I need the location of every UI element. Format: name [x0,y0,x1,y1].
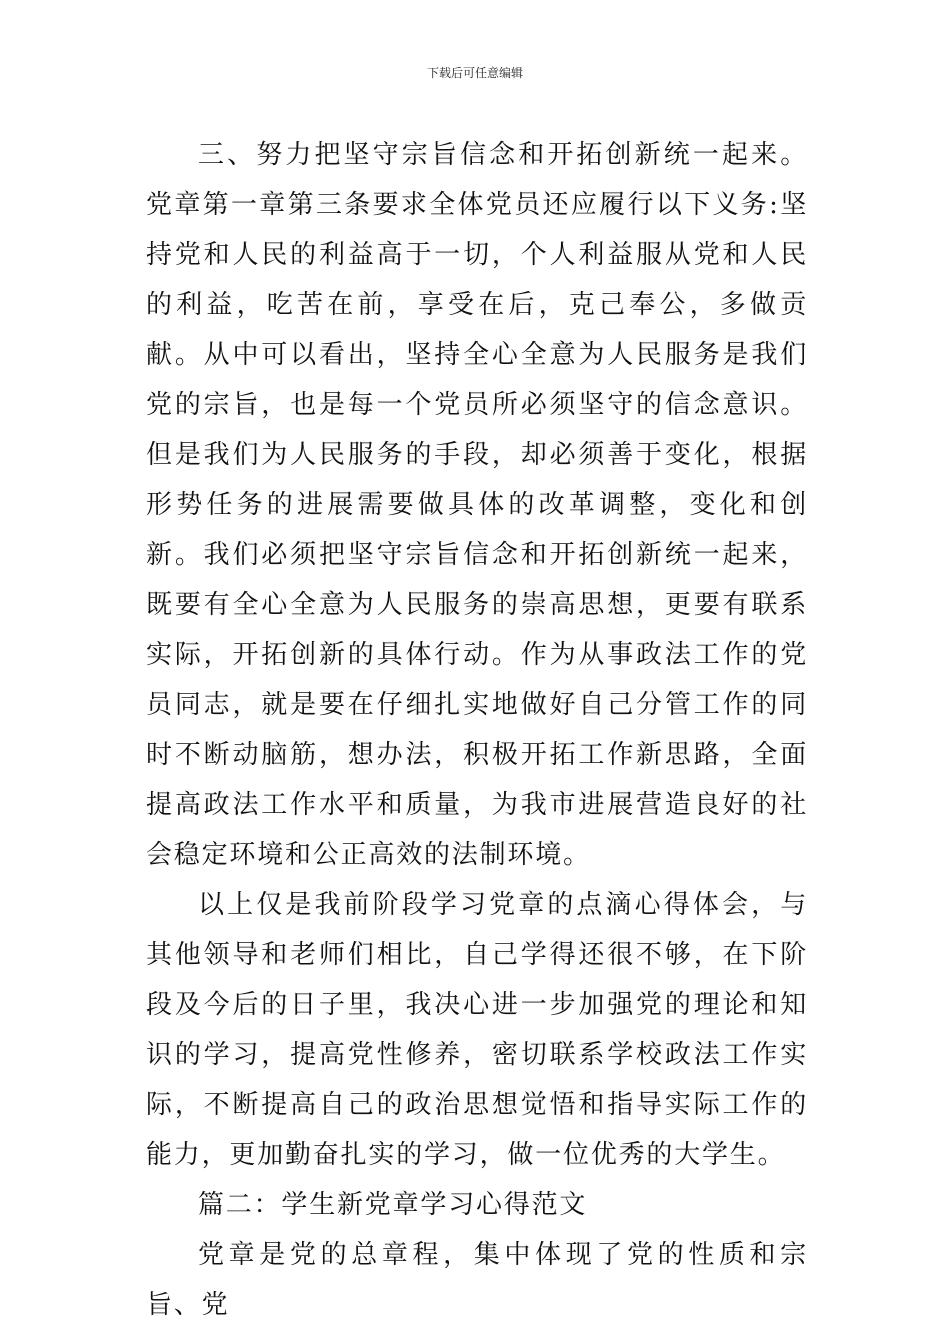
paragraph-1: 三、努力把坚守宗旨信念和开拓创新统一起来。党章第一章第三条要求全体党员还应履行以下义务:坚持党和人民的利益高于一切，个人利益服从党和人民的利益，吃苦在前，享受在后，克己奉公，多做贡献。从中可以看出，坚持全心全意为人民服务是我们党的宗旨，也是每一个党员所必须坚守的信念意识。但是我们为人民服务的手段，却必须善于变化，根据形势任务的进展需要做具体的改革调整，变化和创新。我们必须把坚守宗旨信念和开拓创新统一起来，既要有全心全意为人民服务的崇高思想，更要有联系实际，开拓创新的具体行动。作为从事政法工作的党员同志，就是要在仔细扎实地做好自己分管工作的同时不断动脑筋，想办法，积极开拓工作新思路，全面提高政法工作水平和质量，为我市进展营造良好的社会稳定环境和公正高效的法制环境。 [146,140,808,870]
document-body [146,130,808,1330]
section-heading: 篇二：学生新党章学习心得范文 [198,1190,588,1220]
page-header: 下载后可任意编辑 [426,66,523,80]
paragraph-2: 以上仅是我前阶段学习党章的点滴心得体会，与其他领导和老师们相比，自己学得还很不够，在下阶段及今后的日子里，我决心进一步加强党的理论和知识的学习，提高党性修养，密切联系学校政法工作实际，不断提高自己的政治思想觉悟和指导实际工作的能力，更加勤奋扎实的学习，做一位优秀的大学生。 [146,890,808,1170]
paragraph-3: 党章是党的总章程，集中体现了党的性质和宗旨、党 [146,1240,808,1320]
